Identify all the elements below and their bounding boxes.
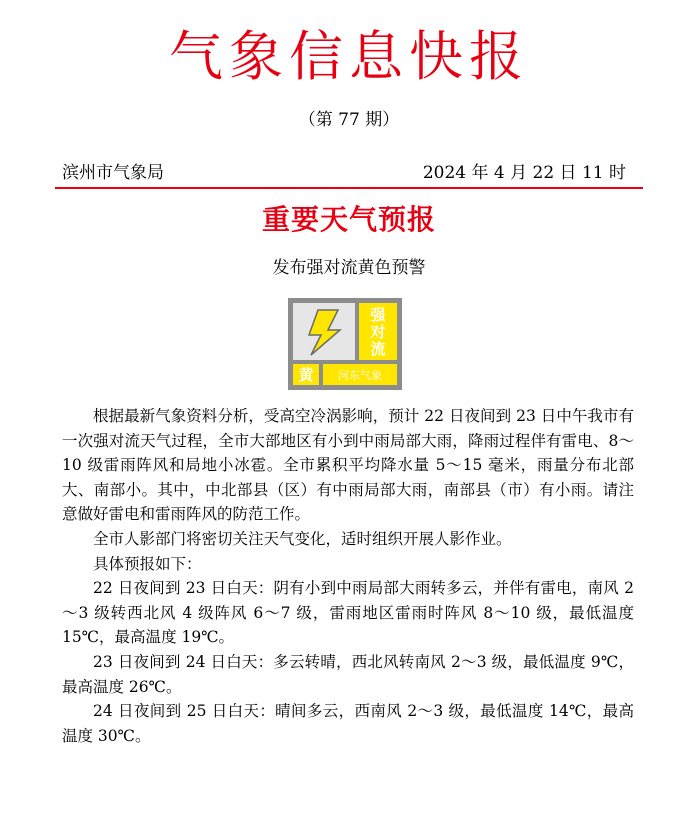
severe-convection-yellow-warning-icon xyxy=(288,298,402,390)
warning-type-char-1: 强 xyxy=(370,306,386,324)
body-paragraph-forecast-intro: 具体预报如下： xyxy=(93,554,202,573)
body-paragraph-summary: 根据最新气象资料分析，受高空冷涡影响，预计 22 日夜间到 23 日中午我市有一次强对流天气过程，全市大部地区有小到中雨局部大雨，降雨过程伴有雷电、8～10 级雷雨阵风和局地小冰雹。全市累积平均降水量 5～15 毫米，雨量分布北部大、南部小。其中，中北部县（区）有中雨局部大雨，南部县（市）有小雨。请注意做好雷电和雷雨阵风的防范工作。 xyxy=(62,407,634,524)
headline: 重要天气预报 xyxy=(261,203,436,236)
warning-type-char-2: 对 xyxy=(370,323,386,341)
issuer-row xyxy=(62,160,626,186)
body-paragraph-forecast-day3: 24 日夜间到 25 日白天：晴间多云，西南风 2～3 级，最低温度 14℃，最高温度 30℃。 xyxy=(62,702,634,745)
subheadline: 发布强对流黄色预警 xyxy=(272,258,426,278)
body-paragraph-weather-modification: 全市人影部门将密切关注天气变化，适时组织开展人影作业。 xyxy=(93,529,512,548)
warning-level-text: 黄 xyxy=(298,366,314,384)
forecast-body xyxy=(62,404,634,748)
red-divider xyxy=(55,187,643,189)
warning-icon-footer-text: 河东气象 xyxy=(338,369,382,382)
warning-type-char-3: 流 xyxy=(370,340,386,358)
issue-number: （第 77 期） xyxy=(298,110,400,130)
issuing-organization: 滨州市气象局 xyxy=(62,163,164,183)
issue-date: 2024 年 4 月 22 日 11 时 xyxy=(422,163,626,183)
body-paragraph-forecast-day1: 22 日夜间到 23 日白天：阴有小到中雨局部大雨转多云，并伴有雷电，南风 2～3 级转西北风 4 级阵风 6～7 级，雷雨地区雷雨时阵风 8～10 级，最低温度 15℃，最高温度 19℃。 xyxy=(62,579,634,647)
body-paragraph-forecast-day2: 23 日夜间到 24 日白天：多云转晴，西北风转南风 2～3 级，最低温度 9℃，最高温度 26℃。 xyxy=(62,652,634,696)
bulletin-banner-title: 气象信息快报 xyxy=(169,25,529,88)
